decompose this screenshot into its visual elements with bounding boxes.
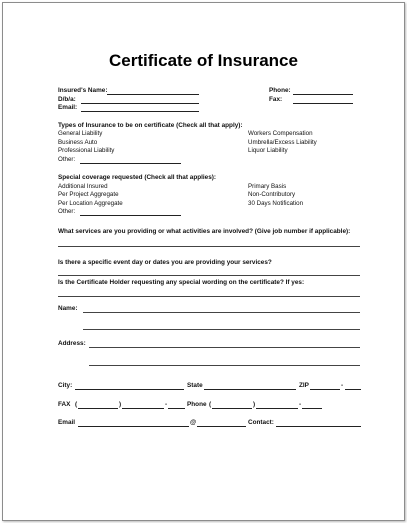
holder-address-line-2[interactable] — [89, 365, 360, 366]
holder-email-label: Email — [58, 419, 76, 426]
document-page — [2, 2, 405, 521]
type-other-label: Other: — [58, 156, 76, 163]
event-question: Is there a specific event day or dates you are providing your services? — [58, 259, 272, 266]
fax-label: Fax: — [269, 96, 283, 103]
zip-field[interactable] — [310, 389, 340, 390]
phone-open-paren: ( — [209, 401, 212, 408]
holder-name-label: Name: — [58, 305, 78, 312]
fax-area-field[interactable] — [78, 408, 118, 409]
zip-label: ZIP — [299, 382, 309, 389]
insured-name-label: Insured's Name: — [58, 87, 108, 94]
holder-email-domain-field[interactable] — [197, 426, 246, 427]
fax-number-field[interactable] — [122, 408, 164, 409]
type-option[interactable]: Business Auto — [58, 139, 98, 146]
zip-ext-field[interactable] — [345, 389, 361, 390]
city-label: City: — [58, 382, 73, 389]
holder-email-user-field[interactable] — [78, 426, 189, 427]
event-answer-line[interactable] — [58, 275, 360, 276]
wording-question: Is the Certificate Holder requesting any special wording on the certificate? If yes: — [58, 279, 305, 286]
contact-field[interactable] — [276, 426, 361, 427]
type-option[interactable]: Liquor Liability — [248, 147, 288, 154]
special-option[interactable]: Non-Contributory — [248, 191, 296, 198]
phone-area-field[interactable] — [212, 408, 252, 409]
state-label: State — [187, 382, 203, 389]
phone-number-field-2[interactable] — [302, 408, 322, 409]
insured-name-field[interactable] — [107, 94, 199, 95]
email-field[interactable] — [81, 111, 199, 112]
dba-field[interactable] — [81, 103, 199, 104]
type-option[interactable]: General Liability — [58, 130, 103, 137]
phone-number-field[interactable] — [256, 408, 298, 409]
fax-close-paren: ) — [119, 401, 122, 408]
page-title: Certificate of Insurance — [109, 51, 298, 70]
type-option[interactable]: Umbrella/Excess Liability — [248, 139, 317, 146]
holder-phone-label: Phone — [187, 401, 207, 408]
type-option[interactable]: Workers Compensation — [248, 130, 313, 137]
phone-field[interactable] — [293, 94, 353, 95]
types-heading: Types of Insurance to be on certificate (Check all that apply): — [58, 122, 243, 129]
holder-address-line[interactable] — [89, 347, 360, 348]
holder-fax-label: FAX — [58, 401, 71, 408]
fax-number-field-2[interactable] — [168, 408, 185, 409]
special-option[interactable]: Additional Insured — [58, 183, 108, 190]
phone-label: Phone: — [269, 87, 291, 94]
special-option[interactable]: 30 Days Notification — [248, 200, 304, 207]
special-option[interactable]: Primary Basis — [248, 183, 287, 190]
email-at-sign: @ — [190, 419, 197, 426]
holder-address-label: Address: — [58, 340, 86, 347]
fax-field[interactable] — [293, 103, 353, 104]
special-option[interactable]: Per Location Aggregate — [58, 200, 123, 207]
city-field[interactable] — [75, 389, 184, 390]
special-other-label: Other: — [58, 208, 76, 215]
phone-dash: - — [299, 401, 302, 408]
services-question: What services are you providing or what activities are involved? (Give job number if applicable): — [58, 228, 351, 235]
state-field[interactable] — [204, 389, 296, 390]
contact-label: Contact: — [248, 419, 274, 426]
holder-name-line[interactable] — [83, 312, 360, 313]
type-other-field[interactable] — [80, 163, 181, 164]
special-option[interactable]: Per Project Aggregate — [58, 191, 119, 198]
phone-close-paren: ) — [253, 401, 256, 408]
services-answer-line[interactable] — [58, 246, 360, 247]
special-heading: Special coverage requested (Check all that applies): — [58, 174, 217, 181]
special-other-field[interactable] — [80, 215, 181, 216]
fax-dash: - — [165, 401, 168, 408]
type-option[interactable]: Professional Liability — [58, 147, 115, 154]
holder-name-line-2[interactable] — [83, 329, 360, 330]
email-label: Email: — [58, 104, 78, 111]
wording-answer-line[interactable] — [58, 296, 360, 297]
fax-open-paren: ( — [75, 401, 78, 408]
dba-label: D/b/a: — [58, 96, 76, 103]
zip-dash: - — [341, 382, 344, 389]
